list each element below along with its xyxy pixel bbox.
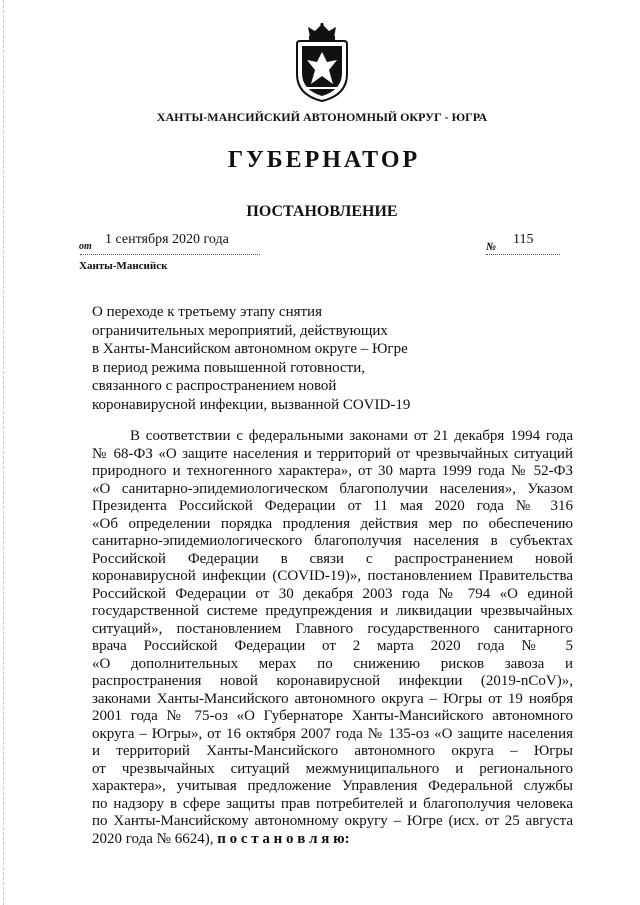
body-line: Президента Российской Федерации от 11 мая 2020 года № 316 bbox=[92, 498, 573, 514]
body-line: Российской Федерации от 30 декабря 2003 года № 794 «О единой bbox=[92, 585, 573, 602]
crown-orb bbox=[320, 23, 323, 26]
body-line: законами Ханты-Мансийского автономного округа – Югры от 19 ноября bbox=[92, 690, 573, 707]
title-line: коронавирусной инфекции, вызванной COVID-19 bbox=[92, 396, 411, 413]
body-line: Российской Федерации в связи с распространением новой bbox=[92, 550, 573, 567]
region-name: ХАНТЫ-МАНСИЙСКИЙ АВТОНОМНЫЙ ОКРУГ - ЮГРА bbox=[156, 110, 488, 124]
body-line: врача Российской Федерации от 2 марта 2020 года № 5 bbox=[92, 638, 573, 654]
body-line: 2001 года № 75-оз «О Губернаторе Ханты-Мансийского автономного bbox=[92, 708, 573, 724]
body-line: В соответствии с федеральными законами от 21 декабря 1994 года bbox=[130, 428, 573, 444]
title-line: ограничительных мероприятий, действующих bbox=[92, 322, 388, 339]
body-line: «О санитарно-эпидемиологическом благополучии населения», Указом bbox=[92, 480, 573, 497]
body-line: и территорий Ханты-Мансийского автономного округа – Югры bbox=[92, 743, 573, 759]
body-line: государственной системе предупреждения и ликвидации чрезвычайных bbox=[92, 603, 573, 619]
body-line: «О дополнительных мерах по снижению рисков завоза и bbox=[92, 655, 573, 672]
title-line: О переходе к третьему этапу снятия bbox=[92, 304, 322, 320]
body-line: по надзору в сфере защиты прав потребителей и благополучия человека bbox=[92, 795, 573, 812]
body-line: природного и техногенного характера», от 30 марта 1999 года № 52-ФЗ bbox=[92, 463, 573, 479]
number-underline bbox=[486, 254, 560, 255]
coat-of-arms-icon bbox=[293, 22, 351, 102]
date-from-label: от bbox=[79, 241, 92, 252]
date-underline bbox=[80, 254, 260, 255]
document-number: 115 bbox=[513, 232, 534, 247]
body-line: округа – Югры», от 16 октября 2007 года № 135-оз «О защите населения bbox=[92, 725, 573, 742]
title-line: в период режима повышенной готовности, bbox=[92, 359, 365, 376]
body-line: характера», учитывая предложение Управления Федеральной службы bbox=[92, 778, 573, 794]
body-line: ситуаций», постановлением Главного государственного санитарного bbox=[92, 620, 573, 637]
document-type: ПОСТАНОВЛЕНИЕ bbox=[246, 203, 398, 220]
body-line: коронавирусной инфекции (COVID-19)», постановлением Правительства bbox=[92, 568, 573, 584]
decree-word: п о с т а н о в л я ю: bbox=[217, 830, 350, 847]
body-line: № 68-ФЗ «О защите населения и территорий от чрезвычайных ситуаций bbox=[92, 445, 573, 462]
place-of-issue: Ханты-Мансийск bbox=[79, 260, 168, 272]
body-line: санитарно-эпидемиологического благополучия населения в субъектах bbox=[92, 533, 573, 549]
document-date: 1 сентября 2020 года bbox=[105, 232, 229, 247]
decree-body bbox=[92, 428, 573, 848]
title-line: связанного с распространением новой bbox=[92, 378, 337, 394]
title-line: в Ханты-Мансийском автономном округе – Югре bbox=[92, 341, 408, 357]
body-closing-line bbox=[92, 831, 573, 849]
scan-edge-line bbox=[3, 0, 4, 905]
number-label: № bbox=[486, 241, 497, 253]
authority-title: ГУБЕРНАТОР bbox=[227, 147, 421, 173]
body-line: «Об определении порядка продления действия мер по обеспечению bbox=[92, 515, 573, 532]
closing-reference: 2020 года № 6624), bbox=[92, 830, 218, 847]
body-line: от чрезвычайных ситуаций межмуниципального и регионального bbox=[92, 760, 573, 777]
coat-of-arms-graphic bbox=[293, 22, 351, 102]
shield-base-line bbox=[307, 87, 337, 89]
body-line: по Ханты-Мансийскому автономному округу – Югре (исх. от 25 августа bbox=[92, 813, 573, 829]
body-line: распространения новой коронавирусной инфекции (2019-nCoV)», bbox=[92, 673, 573, 689]
decree-title bbox=[92, 303, 512, 414]
